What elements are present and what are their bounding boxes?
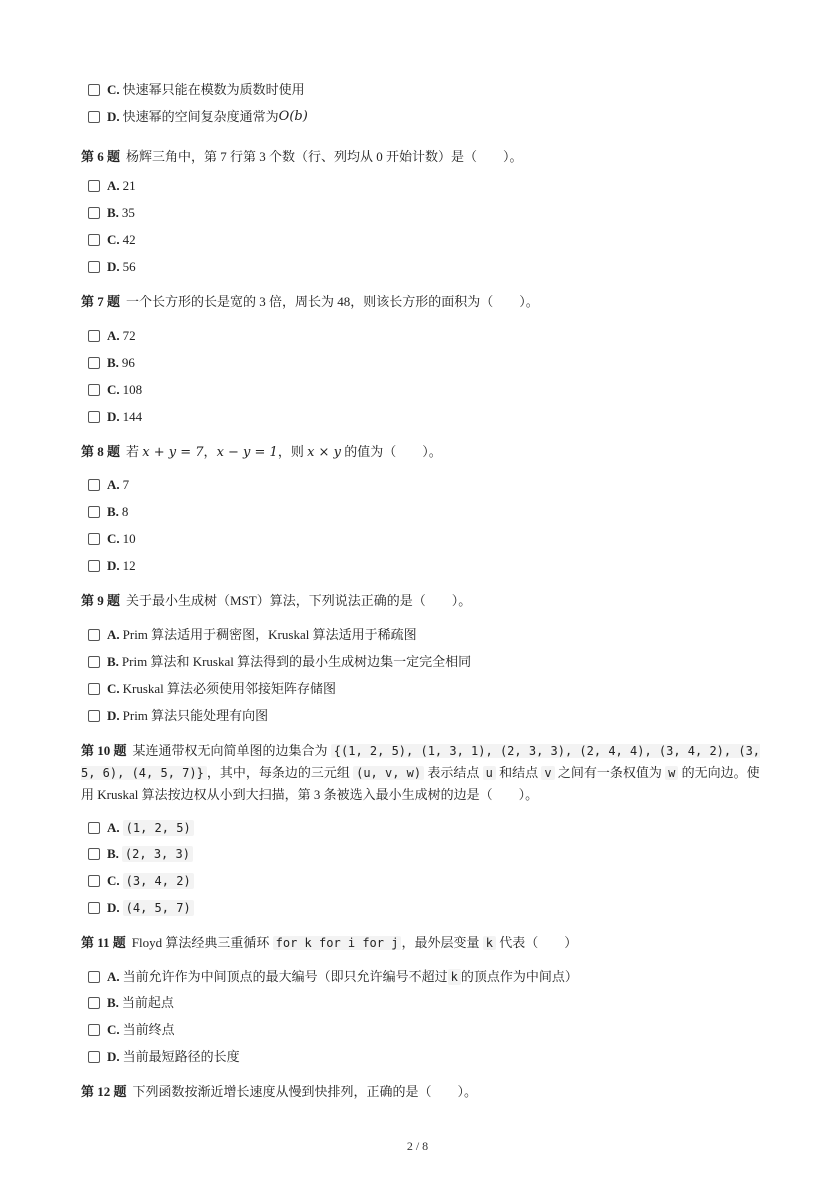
question-text: 一个长方形的长是宽的 3 倍，周长为 48，则该长方形的面积为（ ）。 [126, 294, 539, 309]
question-number: 第 12 题 [81, 1084, 127, 1099]
q9-option-d[interactable]: D. Prim 算法只能处理有向图 [88, 708, 268, 724]
q7-option-a[interactable]: A. 72 [88, 328, 136, 344]
question-text: 关于最小生成树（MST）算法，下列说法正确的是（ ）。 [126, 593, 472, 608]
page-indicator: 2 / 8 [406, 1139, 429, 1153]
q7-option-c[interactable]: C. 108 [88, 382, 142, 398]
checkbox[interactable] [88, 902, 100, 914]
checkbox[interactable] [88, 261, 100, 273]
question-number: 第 11 题 [81, 935, 126, 950]
checkbox[interactable] [88, 84, 100, 96]
question-number: 第 10 题 [81, 743, 127, 758]
q6-option-b[interactable]: B. 35 [88, 205, 135, 221]
checkbox[interactable] [88, 506, 100, 518]
q11-option-c[interactable]: C. 当前终点 [88, 1022, 175, 1038]
question-number: 第 7 题 [81, 294, 121, 309]
q11-option-b[interactable]: B. 当前起点 [88, 995, 174, 1011]
question-9 [81, 590, 761, 611]
q5-option-c[interactable]: C. 快速幂只能在模数为质数时使用 [88, 82, 305, 98]
question-12 [81, 1081, 761, 1102]
q6-option-a[interactable]: A. 21 [88, 178, 136, 194]
q5-option-d[interactable]: D. 快速幂的空间复杂度通常为 O(b) [88, 109, 308, 125]
q8-option-d[interactable]: D. 12 [88, 558, 136, 574]
question-number: 第 9 题 [81, 593, 121, 608]
math-expression: O(b) [278, 109, 308, 124]
checkbox[interactable] [88, 1024, 100, 1036]
q10-option-d[interactable]: D. (4, 5, 7) [88, 900, 194, 916]
checkbox[interactable] [88, 330, 100, 342]
checkbox[interactable] [88, 560, 100, 572]
checkbox[interactable] [88, 180, 100, 192]
q11-option-d[interactable]: D. 当前最短路径的长度 [88, 1049, 240, 1065]
checkbox[interactable] [88, 629, 100, 641]
q7-option-b[interactable]: B. 96 [88, 355, 135, 371]
q6-option-d[interactable]: D. 56 [88, 259, 136, 275]
q8-option-b[interactable]: B. 8 [88, 504, 128, 520]
question-text: 下列函数按渐近增长速度从慢到快排列，正确的是（ ）。 [132, 1084, 478, 1099]
q7-option-d[interactable]: D. 144 [88, 409, 142, 425]
loop-code: for k for i for j [273, 936, 402, 950]
q11-option-a[interactable]: A. 当前允许作为中间顶点的最大编号（即只允许编号不超过 k 的顶点作为中间点） [88, 969, 578, 985]
q8-option-a[interactable]: A. 7 [88, 477, 129, 493]
triple-code: (u, v, w) [353, 766, 424, 780]
checkbox[interactable] [88, 656, 100, 668]
checkbox[interactable] [88, 234, 100, 246]
checkbox[interactable] [88, 848, 100, 860]
question-number: 第 6 题 [81, 149, 121, 164]
q10-option-c[interactable]: C. (3, 4, 2) [88, 873, 194, 889]
q6-option-c[interactable]: C. 42 [88, 232, 136, 248]
checkbox[interactable] [88, 533, 100, 545]
edge-set-code: {(1, 2, 5), (1, 3, 1), (2, 3, 3), (2, 4, 4), (3, 4, 2), (3, 5, 6), (4, 5, 7)} [81, 744, 761, 780]
checkbox[interactable] [88, 479, 100, 491]
q8-option-c[interactable]: C. 10 [88, 531, 136, 547]
checkbox[interactable] [88, 111, 100, 123]
q9-option-a[interactable]: A. Prim 算法适用于稠密图，Kruskal 算法适用于稀疏图 [88, 627, 417, 643]
checkbox[interactable] [88, 997, 100, 1009]
question-7 [81, 291, 761, 312]
checkbox[interactable] [88, 683, 100, 695]
checkbox[interactable] [88, 357, 100, 369]
question-6 [81, 146, 761, 167]
math-expression: x × y [307, 445, 341, 460]
question-text: 杨辉三角中，第 7 行第 3 个数（行、列均从 0 开始计数）是（ ）。 [126, 149, 523, 164]
checkbox[interactable] [88, 1051, 100, 1063]
checkbox[interactable] [88, 710, 100, 722]
question-8: 第 8 题 若 x + y = 7，x − y = 1，则 x × y 的值为（ ）。 [81, 444, 442, 460]
question-number: 第 8 题 [81, 444, 121, 459]
q10-option-b[interactable]: B. (2, 3, 3) [88, 846, 193, 862]
question-10: 第 10 题 某连通带权无向简单图的边集合为 {(1, 2, 5), (1, 3, 1), (2, 3, 3), (2, 4, 4), (3, 4, 2), (3, 5, 6), (4, 5, 7)} ，其中，每条边的三元组 (u, v, w) 表示结点 u 和结点 v 之间有一条权值为 w 的无向边。使用 Kruskal 算法按边权从小到大扫描，第 3 条被选入最小生成树的边是（ ）。 [81, 743, 761, 802]
math-expression: x − y = 1 [216, 445, 278, 460]
math-expression: x + y = 7 [142, 445, 204, 460]
q9-option-b[interactable]: B. Prim 算法和 Kruskal 算法得到的最小生成树边集一定完全相同 [88, 654, 471, 670]
checkbox[interactable] [88, 971, 100, 983]
question-11: 第 11 题 Floyd 算法经典三重循环 for k for i for j ，最外层变量 k 代表（ ） [81, 935, 578, 950]
checkbox[interactable] [88, 384, 100, 396]
q10-option-a[interactable]: A. (1, 2, 5) [88, 820, 194, 836]
q9-option-c[interactable]: C. Kruskal 算法必须使用邻接矩阵存储图 [88, 681, 336, 697]
checkbox[interactable] [88, 411, 100, 423]
checkbox[interactable] [88, 822, 100, 834]
checkbox[interactable] [88, 207, 100, 219]
checkbox[interactable] [88, 875, 100, 887]
